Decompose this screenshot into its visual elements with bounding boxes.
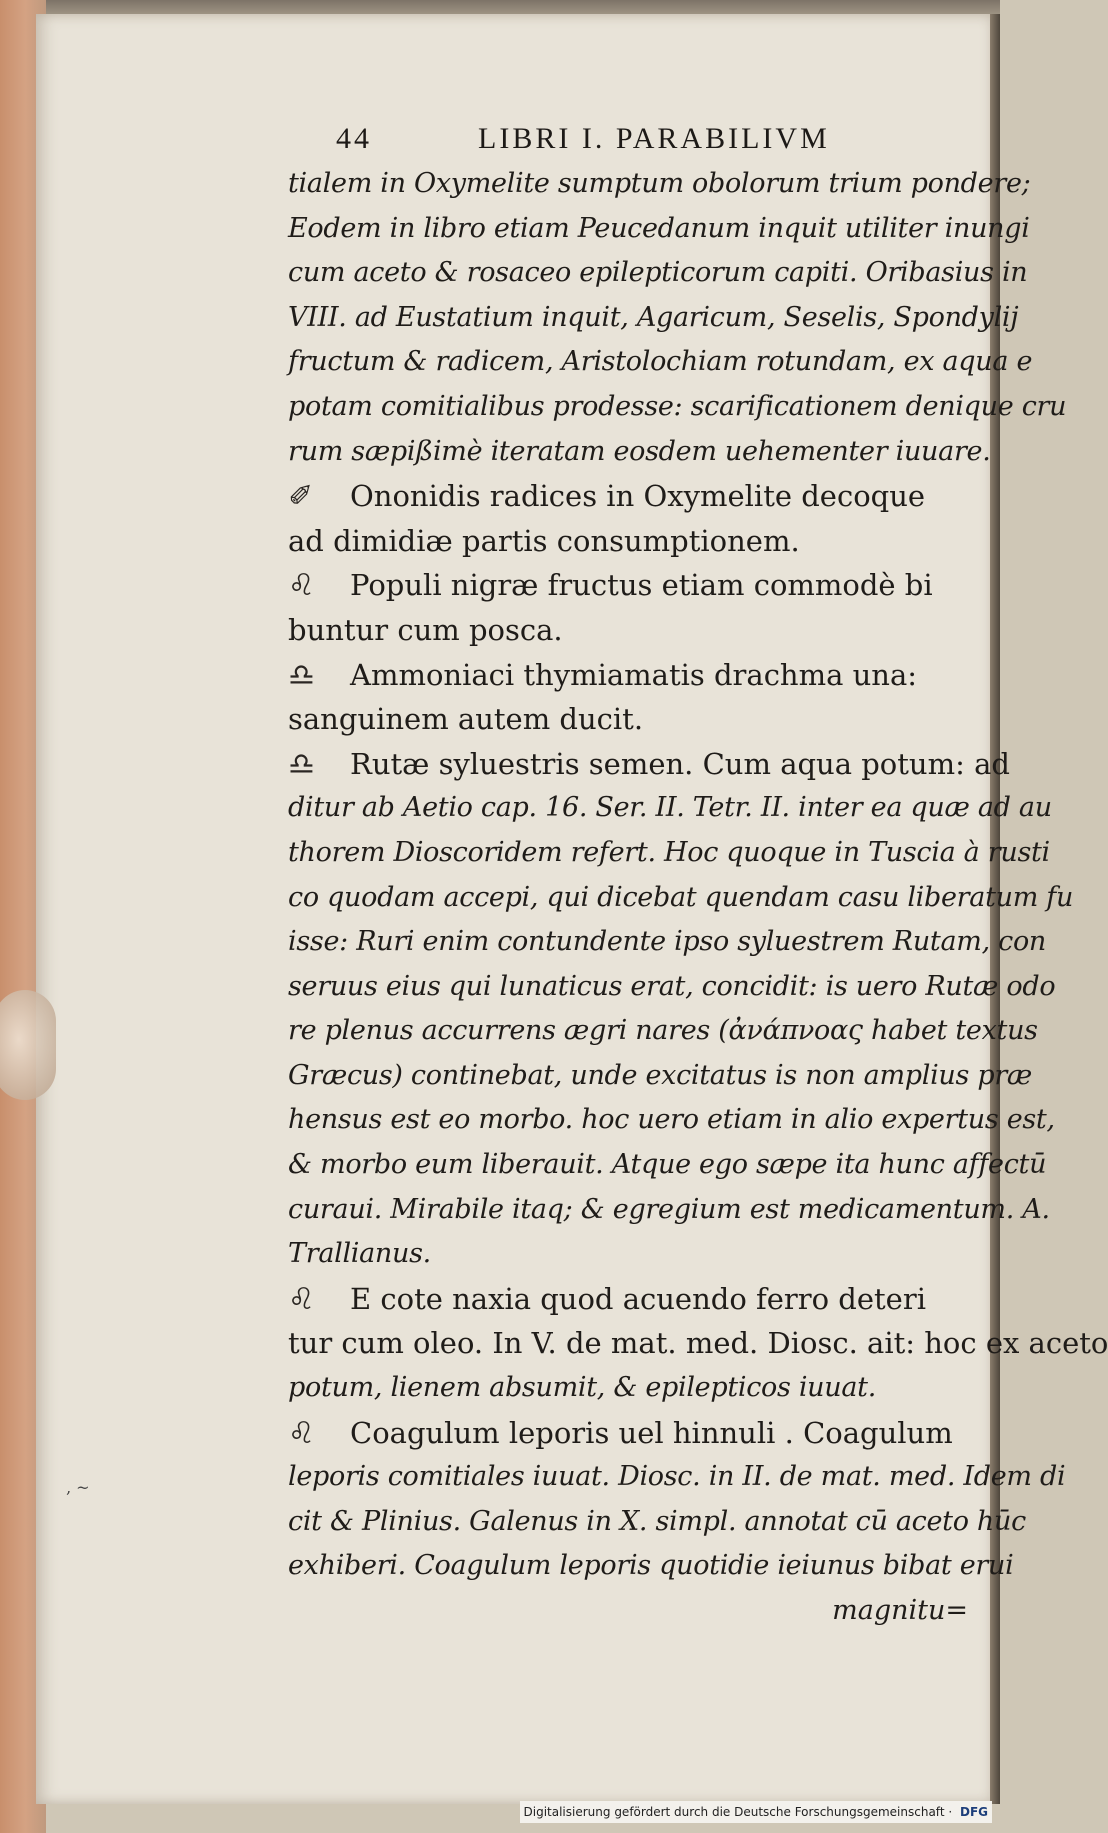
line-text: leporis comitiales iuuat. Diosc. in II. de mat. med. Idem di [288,1461,1066,1493]
text-line [288,742,1010,787]
line-text: VIII. ad Eustatium inquit, Agaricum, Seselis, Spondylij [288,301,1019,333]
line-text: cit & Plinius. Galenus in X. simpl. annotat cū aceto hūc [288,1505,1026,1537]
line-text: Trallianus. [288,1238,431,1270]
line-text: fructum & radicem, Aristolochiam rotundam, ex aqua e [288,346,1033,378]
text-line [288,1054,1033,1099]
ink-speck: ‚ ~ [66,1478,90,1497]
text-line [288,1500,1026,1545]
line-text: tialem in Oxymelite sumptum obolorum trium pondere; [288,168,1031,199]
text-line [288,965,1056,1010]
text-line [288,1366,968,1411]
text-line [288,1232,968,1277]
line-text: & morbo eum liberauit. Atque ego sæpe ita hunc affectū [288,1149,1047,1181]
text-line [288,1277,968,1322]
line-text: ad dimidiæ partis consumptionem. [288,523,800,558]
text-line [288,653,968,698]
text-line [288,340,1033,385]
line-text: re plenus accurrens ægri nares (ἀνάπνοας habet textus [288,1015,1038,1047]
text-line [288,1098,1055,1143]
binding-clasp [0,990,56,1100]
text-line [288,430,991,475]
line-text: thorem Dioscoridem refert. Hoc quoque in Tuscia à rusti [288,836,1050,868]
paragraph-marker-icon: ♎ [288,657,315,693]
line-text: hensus est eo morbo. hoc uero etiam in alio expertus est, [288,1104,1055,1136]
paragraph-marker-icon: ♎ [288,746,315,782]
body-text [288,162,1108,1634]
text-line [288,1143,1047,1188]
dfg-logo: DFG [959,1805,988,1819]
line-text: E cote naxia quod acuendo ferro deteri [350,1281,926,1316]
paragraph-marker-icon: ✐ [288,479,314,515]
text-line [288,876,1074,921]
text-line [288,1321,1108,1366]
catchword: magnitu= [832,1595,968,1626]
line-text: seruus eius qui lunaticus erat, concidit: is uero Rutæ odo [288,970,1056,1002]
line-text: tur cum oleo. In V. de mat. med. Diosc. ait: hoc ex aceto [288,1326,1108,1361]
text-line [288,385,1067,430]
text-line [288,251,1028,296]
text-line [288,1411,968,1456]
line-text: curaui. Mirabile itaq; & egregium est medicamentum. A. [288,1193,1050,1225]
line-text: potam comitialibus prodesse: scarificationem denique cru [288,390,1067,422]
paragraph-marker-icon: ♌ [288,568,315,604]
digitization-footer [520,1801,992,1823]
text-line [288,920,1046,965]
line-text: Ononidis radices in Oxymelite decoque [350,479,926,514]
line-text: Rutæ syluestris semen. Cum aqua potum: ad [350,746,1010,781]
text-line [288,563,968,608]
line-text: Græcus) continebat, unde excitatus is non amplius præ [288,1059,1033,1091]
text-line [288,1455,1066,1500]
text-line [288,697,968,742]
line-text: isse: Ruri enim contundente ipso syluestrem Rutam, con [288,926,1046,958]
text-line [288,1188,1050,1233]
text-line [288,608,968,653]
page-header [336,122,896,166]
paragraph-marker-icon: ♌ [288,1415,315,1451]
text-line [288,162,1031,207]
line-text: potum, lienem absumit, & epilepticos iuuat. [288,1372,876,1404]
text-line [288,207,1030,252]
text-line [288,296,1019,341]
line-text: Eodem in libro etiam Peucedanum inquit utiliter inungi [288,212,1030,244]
catchword-line [288,1589,968,1634]
running-title: LIBRI I. PARABILIVM [478,122,830,155]
text-line [288,1544,1014,1589]
line-text: co quodam accepi, qui dicebat quendam casu liberatum fu [288,881,1074,913]
text-line [288,786,1052,831]
line-text: rum sæpißimè iteratam eosdem uehementer iuuare. [288,435,991,467]
footer-credit: Digitalisierung gefördert durch die Deutsche Forschungsgemeinschaft · [523,1805,953,1819]
line-text: Populi nigræ fructus etiam commodè bi [350,568,933,603]
text-line [288,1009,1038,1054]
line-text: sanguinem autem ducit. [288,702,644,737]
line-text: ditur ab Aetio cap. 16. Ser. II. Tetr. II. inter ea quæ ad au [288,792,1052,824]
line-text: buntur cum posca. [288,612,563,647]
line-text: Coagulum leporis uel hinnuli . Coagulum [350,1415,953,1450]
line-text: cum aceto & rosaceo epilepticorum capiti. Oribasius in [288,257,1028,289]
line-text: Ammoniaci thymiamatis drachma una: [350,657,918,692]
line-text: exhiberi. Coagulum leporis quotidie ieiunus bibat erui [288,1550,1014,1582]
page-number: 44 [336,122,372,155]
text-line [288,519,968,564]
text-line [288,831,1050,876]
text-line [288,474,968,519]
paragraph-marker-icon: ♌ [288,1281,315,1317]
